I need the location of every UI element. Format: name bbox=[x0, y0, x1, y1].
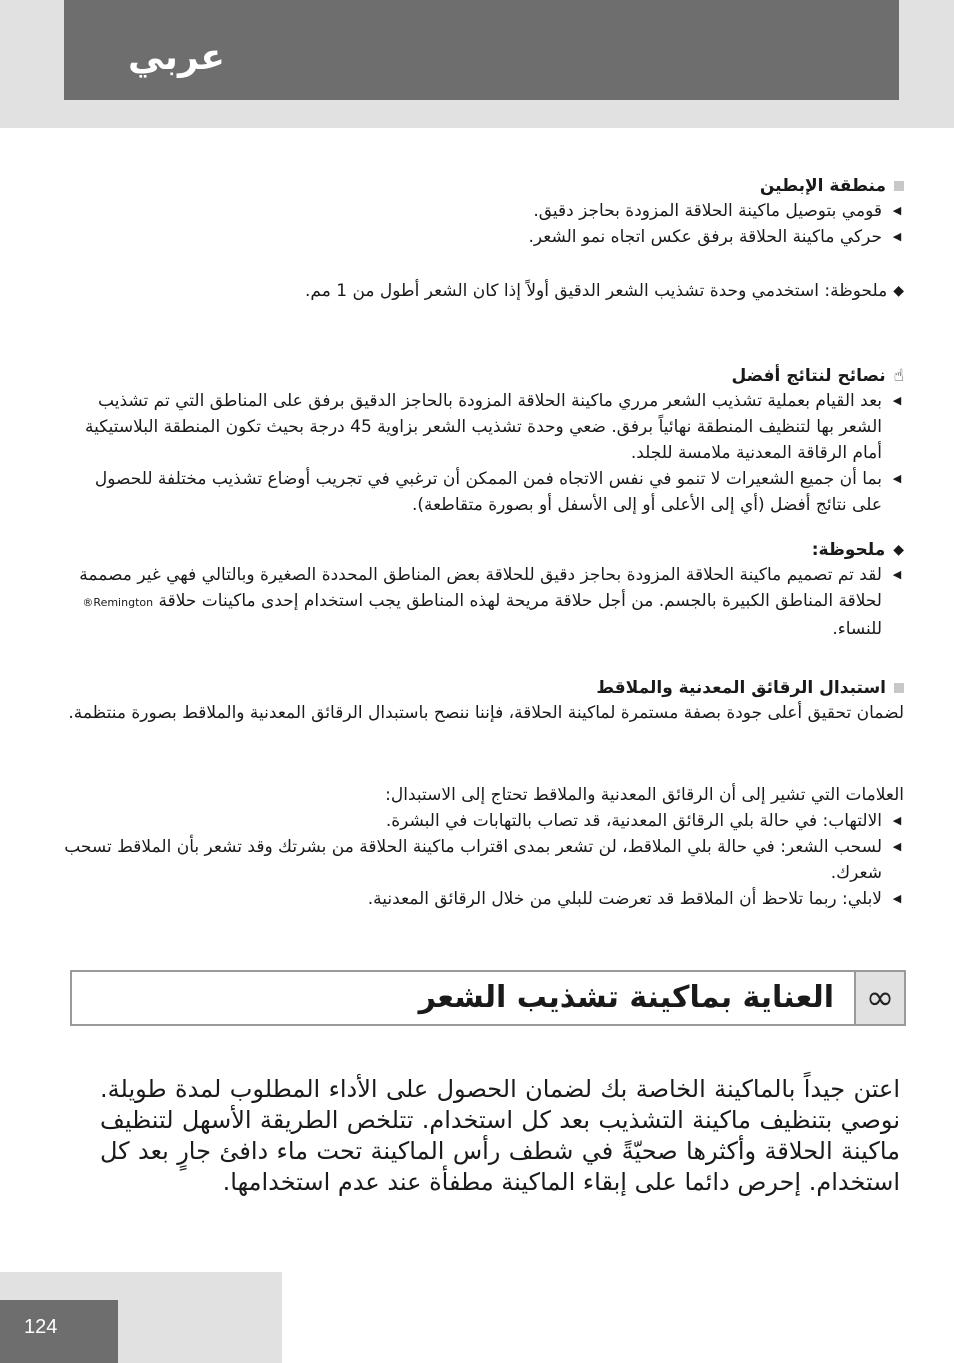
page-number-tab bbox=[0, 1300, 118, 1363]
triangle-left-icon: ◀ bbox=[892, 394, 902, 407]
hand-pointing-icon: ☝ bbox=[893, 366, 904, 386]
triangle-left-icon: ◀ bbox=[892, 814, 902, 827]
diamond-note-icon: ◆ bbox=[893, 283, 904, 299]
triangle-left-icon: ◀ bbox=[892, 230, 902, 243]
replacement-title: استبدال الرقائق المعدنية والملاقط bbox=[596, 678, 886, 698]
list-item: ◀ لقد تم تصميم ماكينة الحلاقة المزودة بحاجز دقيق للحلاقة بعض المناطق المحددة الصغيرة وبالتالي فهي غير مصممة لحلاقة المناطق الكبيرة بالجسم. من أجل حلاقة مريحة لهذه المناطق يجب استخدام إحدى ماكينات حلاقة Remington® للنساء. bbox=[64, 562, 904, 642]
list-item: ◀ قومي بتوصيل ماكينة الحلاقة المزودة بحاجز دقيق. bbox=[64, 198, 904, 224]
list-item: ◀ بعد القيام بعملية تشذيب الشعر مرري ماكينة الحلاقة المزودة بالحاجز الدقيق برفق على المناطق التي تم تشذيب الشعر بها لتنظيف المنطقة نهائياً برفق. ضعي وحدة تشذيب الشعر بزاوية 45 درجة بحيث تكون المنطقة البلاستيكية أمام الرقاقة المعدنية ملامسة للجلد. bbox=[64, 388, 904, 466]
replacement-heading bbox=[64, 676, 904, 700]
bikini-note: ◆ ملحوظة: استخدمي وحدة تشذيب الشعر الدقيق أولاً إذا كان الشعر أطول من 1 مم. bbox=[64, 278, 904, 304]
tips-section bbox=[64, 364, 904, 518]
note-label: ملحوظة: bbox=[811, 540, 886, 560]
triangle-left-icon: ◀ bbox=[892, 568, 902, 581]
replacement-section bbox=[64, 676, 904, 726]
list-item: ◀ الالتهاب: في حالة بلي الرقائق المعدنية، قد تصاب بالتهابات في البشرة. bbox=[64, 808, 904, 834]
bikini-heading bbox=[64, 174, 904, 198]
triangle-left-icon: ◀ bbox=[892, 204, 902, 217]
list-item: ◀ حركي ماكينة الحلاقة برفق عكس اتجاه نمو الشعر. bbox=[64, 224, 904, 250]
square-bullet-icon bbox=[894, 683, 904, 693]
page-language-title: عربي bbox=[128, 37, 225, 78]
signs-intro: العلامات التي تشير إلى أن الرقائق المعدنية والملاقط تحتاج إلى الاستبدال: bbox=[385, 785, 904, 805]
list-item: ◀ بما أن جميع الشعيرات لا تنمو في نفس الاتجاه فمن الممكن أن ترغبي في تجريب أوضاع تشذيب مختلفة للحصول على نتائج أفضل (أي إلى الأعلى أو إلى الأسفل أو بصورة متقاطعة). bbox=[64, 466, 904, 518]
bikini-title: منطقة الإبطين bbox=[759, 176, 886, 196]
care-title: العناية بماكينة تشذيب الشعر bbox=[418, 980, 834, 1015]
tips-note bbox=[64, 538, 904, 642]
square-bullet-icon bbox=[894, 181, 904, 191]
triangle-left-icon: ◀ bbox=[892, 840, 902, 853]
care-body: اعتن جيداً بالماكينة الخاصة بك لضمان الحصول على الأداء المطلوب لمدة طويلة. نوصي بتنظيف ماكينة التشذيب بعد كل استخدام. تتلخص الطريقة الأسهل لتنظيف ماكينة الحلاقة وأكثرها صحيّةً في شطف رأس الماكينة تحت ماء دافئ جارٍ بعد كل استخدام. إحرص دائما على إبقاء الماكينة مطفأة عند عدم استخدامها. bbox=[100, 1075, 900, 1196]
list-item: ◀ لسحب الشعر: في حالة بلي الملاقط، لن تشعر بمدى اقتراب ماكينة الحلاقة من بشرتك وقد تشعر بأن الملاقط تسحب شعرك. bbox=[64, 834, 904, 886]
infinity-icon: ∞ bbox=[854, 972, 904, 1024]
replacement-signs bbox=[64, 782, 904, 912]
care-section-header bbox=[70, 970, 906, 1026]
bikini-section bbox=[64, 174, 904, 250]
replacement-intro: لضمان تحقيق أعلى جودة بصفة مستمرة لماكينة الحلاقة، فإننا ننصح باستبدال الرقائق المعدنية والملاقط بصورة منتظمة. bbox=[68, 703, 904, 723]
list-item: ◀ لابلي: ربما تلاحظ أن الملاقط قد تعرضت للبلي من خلال الرقائق المعدنية. bbox=[64, 886, 904, 912]
triangle-left-icon: ◀ bbox=[892, 472, 902, 485]
diamond-note-icon: ◆ bbox=[893, 542, 904, 558]
page-number: 124 bbox=[24, 1316, 58, 1338]
brand-name: Remington® bbox=[82, 596, 154, 609]
tips-title: نصائح لنتائج أفضل bbox=[731, 366, 886, 386]
tips-heading bbox=[64, 364, 904, 388]
triangle-left-icon: ◀ bbox=[892, 892, 902, 905]
